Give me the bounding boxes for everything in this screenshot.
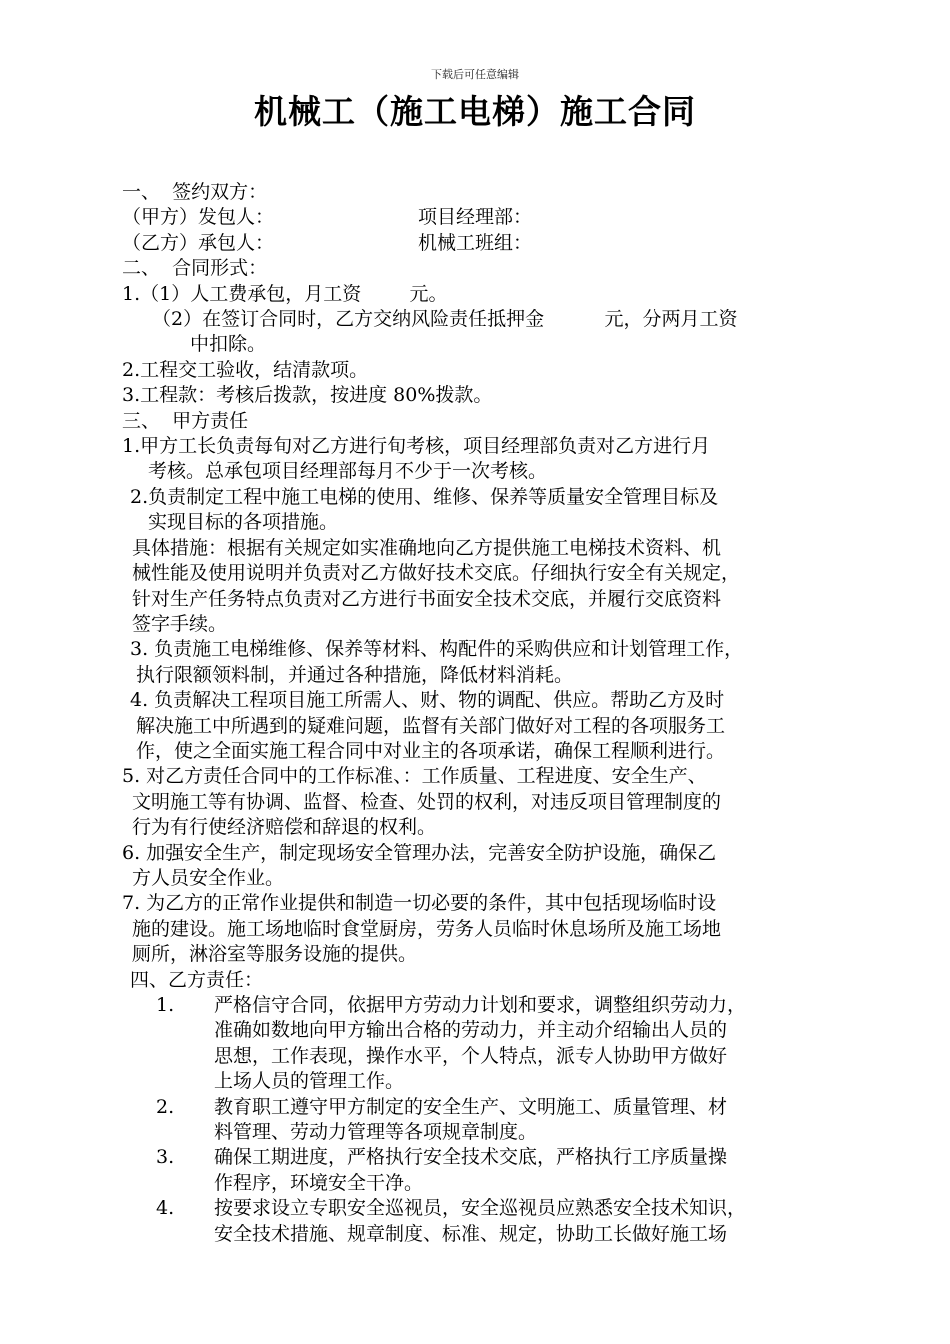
party-a-duty-4a: 4. 负责解决工程项目施工所需人、财、物的调配、供应。帮助乙方及时 xyxy=(130,689,725,712)
party-b-row xyxy=(122,231,840,256)
party-b-duty-4 xyxy=(122,1196,840,1247)
list-line: 教育职工遵守甲方制定的安全生产、文明施工、质量管理、材 xyxy=(214,1095,728,1118)
list-line: 料管理、劳动力管理等各项规章制度。 xyxy=(214,1121,538,1144)
list-line: 严格信守合同，依据甲方劳动力计划和要求，调整组织劳动力， xyxy=(214,994,747,1016)
party-a-duty-7a: 7. 为乙方的正常作业提供和制造一切必要的条件，其中包括现场临时设 xyxy=(122,892,717,915)
contract-title: 机械工（施工电梯）施工合同 xyxy=(254,92,696,131)
party-a-row xyxy=(122,205,840,230)
measures-line-2: 械性能及使用说明并负责对乙方做好技术交底。仔细执行安全有关规定， xyxy=(132,562,741,585)
measures-line-4: 签字手续。 xyxy=(132,612,228,635)
list-line: 安全技术措施、规章制度、标准、规定，协助工长做好施工场 xyxy=(214,1222,728,1245)
section-2-heading: 二、 合同形式： xyxy=(122,257,268,280)
list-number: 2. xyxy=(156,1095,175,1118)
list-number: 3. xyxy=(156,1146,175,1169)
party-a-duty-1a: 1.甲方工长负责每旬对乙方进行旬考核，项目经理部负责对乙方进行月 xyxy=(122,435,711,458)
list-line: 准确如数地向甲方输出合格的劳动力，并主动介绍输出人员的 xyxy=(214,1019,728,1042)
party-a-duty-3a: 3. 负责施工电梯维修、保养等材料、构配件的采购供应和计划管理工作， xyxy=(130,638,744,661)
contract-body xyxy=(122,180,840,1247)
party-a-duty-5b: 文明施工等有协调、监督、检查、处罚的权利，对违反项目管理制度的 xyxy=(132,790,722,813)
section-3-heading: 三、 甲方责任 xyxy=(122,409,249,432)
section-1-heading: 一、 签约双方： xyxy=(122,181,268,203)
contract-form-4: 3.工程款：考核后拨款，按进度 80%拨款。 xyxy=(122,384,493,407)
party-a-duty-7b: 施的建设。施工场地临时食堂厨房，劳务人员临时休息场所及施工场地 xyxy=(132,917,722,940)
list-number: 4. xyxy=(156,1197,175,1220)
download-note: 下载后可任意编辑 xyxy=(431,68,519,81)
list-line: 作程序，环境安全干净。 xyxy=(214,1171,424,1194)
party-b-label: （乙方）承包人： xyxy=(122,231,275,254)
party-a-label: （甲方）发包人： xyxy=(122,206,275,229)
list-text xyxy=(214,1095,840,1146)
party-a-duty-5c: 行为有行使经济赔偿和辞退的权利。 xyxy=(132,816,437,839)
party-a-duty-4b: 解决施工中所遇到的疑难问题，监督有关部门做好对工程的各项服务工 xyxy=(136,714,726,737)
party-b-duty-1 xyxy=(122,993,840,1095)
party-a-duty-2b: 实现目标的各项措施。 xyxy=(148,511,339,534)
party-a-duty-3b: 执行限额领料制，并通过各种措施，降低材料消耗。 xyxy=(136,663,574,686)
party-a-duty-4c: 作，使之全面实施工程合同中对业主的各项承诺，确保工程顺利进行。 xyxy=(136,739,726,762)
contract-form-1: 1.（1）人工费承包，月工资 元。 xyxy=(122,282,448,305)
party-b-duty-3 xyxy=(122,1145,840,1196)
party-a-duty-2a: 2.负责制定工程中施工电梯的使用、维修、保养等质量安全管理目标及 xyxy=(130,485,719,508)
party-a-duty-5a: 5. 对乙方责任合同中的工作标准、：工作质量、工程进度、安全生产、 xyxy=(122,765,707,788)
party-b-team: 机械工班组： xyxy=(418,231,533,254)
party-a-duty-6b: 方人员安全作业。 xyxy=(132,866,285,889)
measures-line-3: 针对生产任务特点负责对乙方进行书面安全技术交底，并履行交底资料 xyxy=(132,587,722,610)
measures-line-1: 具体措施：根据有关规定如实准确地向乙方提供施工电梯技术资料、机 xyxy=(132,536,722,559)
list-text xyxy=(214,993,840,1095)
list-line: 确保工期进度，严格执行安全技术交底，严格执行工序质量操 xyxy=(214,1146,728,1169)
contract-form-3: 2.工程交工验收，结清款项。 xyxy=(122,358,369,381)
party-a-dept: 项目经理部： xyxy=(418,206,533,229)
section-4-heading: 四、乙方责任： xyxy=(130,968,264,991)
party-a-duty-6a: 6. 加强安全生产，制定现场安全管理办法，完善安全防护设施，确保乙 xyxy=(122,841,717,864)
party-a-duty-1b: 考核。总承包项目经理部每月不少于一次考核。 xyxy=(148,460,548,483)
contract-form-2b: 中扣除。 xyxy=(190,333,267,356)
list-text xyxy=(214,1145,840,1196)
list-text xyxy=(214,1196,840,1247)
list-number: 1. xyxy=(156,994,175,1016)
list-line: 思想，工作表现，操作水平，个人特点，派专人协助甲方做好 xyxy=(214,1044,728,1067)
contract-form-2a: （2）在签订合同时，乙方交纳风险责任抵押金 元，分两月工资 xyxy=(152,308,738,331)
list-line: 按要求设立专职安全巡视员，安全巡视员应熟悉安全技术知识， xyxy=(214,1197,747,1220)
list-line: 上场人员的管理工作。 xyxy=(214,1070,405,1093)
party-b-duty-2 xyxy=(122,1095,840,1146)
party-a-duty-7c: 厕所，淋浴室等服务设施的提供。 xyxy=(132,943,418,966)
